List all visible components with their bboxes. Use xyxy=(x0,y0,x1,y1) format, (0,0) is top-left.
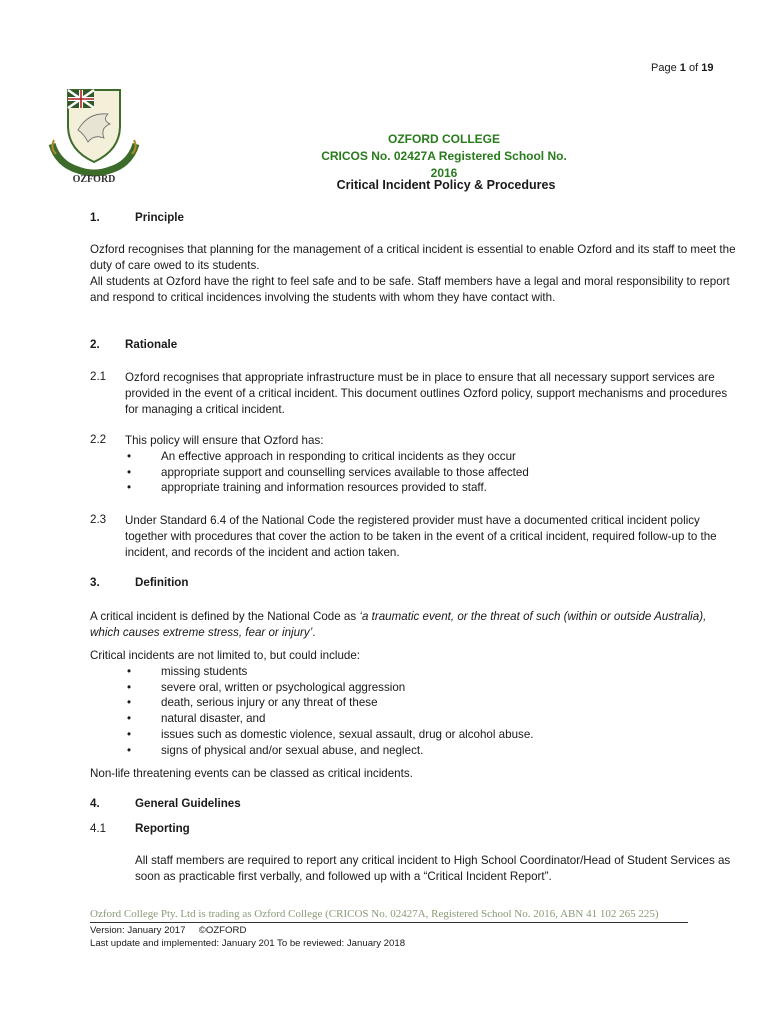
college-name: OZFORD COLLEGE xyxy=(388,132,500,146)
list-item: • signs of physical and/or sexual abuse, and neglect. xyxy=(125,743,736,759)
footer-divider xyxy=(90,922,688,923)
clause-2-3-number: 2.3 xyxy=(90,513,107,526)
list-item: • severe oral, written or psychological aggression xyxy=(125,680,736,696)
non-life-threatening-note: Non-life threatening events can be classed as critical incidents. xyxy=(90,767,413,780)
section-3-number: 3. xyxy=(90,576,100,589)
ozford-crest-logo xyxy=(48,84,140,184)
version-info xyxy=(90,924,405,950)
list-item: • appropriate training and information resources provided to staff. xyxy=(125,480,736,496)
list-item: • missing students xyxy=(125,664,736,680)
clause-2-2-text: This policy will ensure that Ozford has: xyxy=(125,434,324,447)
clause-2-2-list xyxy=(125,449,736,496)
college-header xyxy=(308,131,580,182)
incidents-intro: Critical incidents are not limited to, but could include: xyxy=(90,649,361,662)
principle-paragraph-2: All students at Ozford have the right to feel safe and to be safe. Staff members have a legal and moral responsibility to report and respond to critical incidences involving the students with whom they have contact with. xyxy=(90,275,730,304)
page-number: Page 1 of 19 xyxy=(651,62,714,74)
clause-4-1-number: 4.1 xyxy=(90,822,107,835)
clause-2-1-text: Ozford recognises that appropriate infrastructure must be in place to ensure that all necessary support services are provided in the event of a critical incident. This document outlines Ozford policy, support mechanisms and procedures for managing a critical incident. xyxy=(125,371,728,416)
list-item: • issues such as domestic violence, sexual assault, drug or alcohol abuse. xyxy=(125,727,736,743)
incidents-list xyxy=(125,664,736,758)
list-item: • An effective approach in responding to critical incidents as they occur xyxy=(125,449,736,465)
section-4-number: 4. xyxy=(90,797,100,810)
section-2-heading: Rationale xyxy=(125,338,178,351)
section-3-heading: Definition xyxy=(135,576,189,589)
update-line: Last update and implemented: January 201 To be reviewed: January 2018 xyxy=(90,938,406,949)
svg-text:OZFORD: OZFORD xyxy=(72,174,116,184)
principle-paragraph-1: Ozford recognises that planning for the management of a critical incident is essential to enable Ozford and its staff to meet the duty of care owed to its students. xyxy=(90,243,736,272)
reporting-paragraph: All staff members are required to report any critical incident to High School Coordinator/Head of Student Services as soon as practicable first verbally, and followed up with a “Critical Incident Report”. xyxy=(135,854,731,883)
section-1-number: 1. xyxy=(90,211,100,224)
clause-2-3-text: Under Standard 6.4 of the National Code the registered provider must have a documented critical incident policy together with procedures that cover the action to be taken in the event of a critical incident, required follow-up to the incident, and records of the incident and action taken. xyxy=(125,514,717,559)
definition-paragraph: A critical incident is defined by the National Code as ‘a traumatic event, or the threat of such (within or outside Australia), which causes extreme stress, fear or injury’. xyxy=(90,610,707,639)
clause-2-2-number: 2.2 xyxy=(90,433,107,446)
section-1-heading: Principle xyxy=(135,211,184,224)
clause-4-1-heading: Reporting xyxy=(135,822,190,835)
document-title: Critical Incident Policy & Procedures xyxy=(336,178,556,192)
section-2-number: 2. xyxy=(90,338,100,351)
list-item: • death, serious injury or any threat of these xyxy=(125,695,736,711)
list-item: • natural disaster, and xyxy=(125,711,736,727)
clause-2-1-number: 2.1 xyxy=(90,370,107,383)
cricos-number: CRICOS No. 02427A Registered School No. 2016 xyxy=(321,149,567,180)
trading-statement: Ozford College Pty. Ltd is trading as Ozford College (CRICOS No. 02427A, Registered School No. 2016, ABN 41 102 265 225) xyxy=(90,908,659,920)
list-item: • appropriate support and counselling services available to those affected xyxy=(125,465,736,481)
section-4-heading: General Guidelines xyxy=(135,797,241,810)
version-line: Version: January 2017 ©OZFORD xyxy=(90,925,247,936)
